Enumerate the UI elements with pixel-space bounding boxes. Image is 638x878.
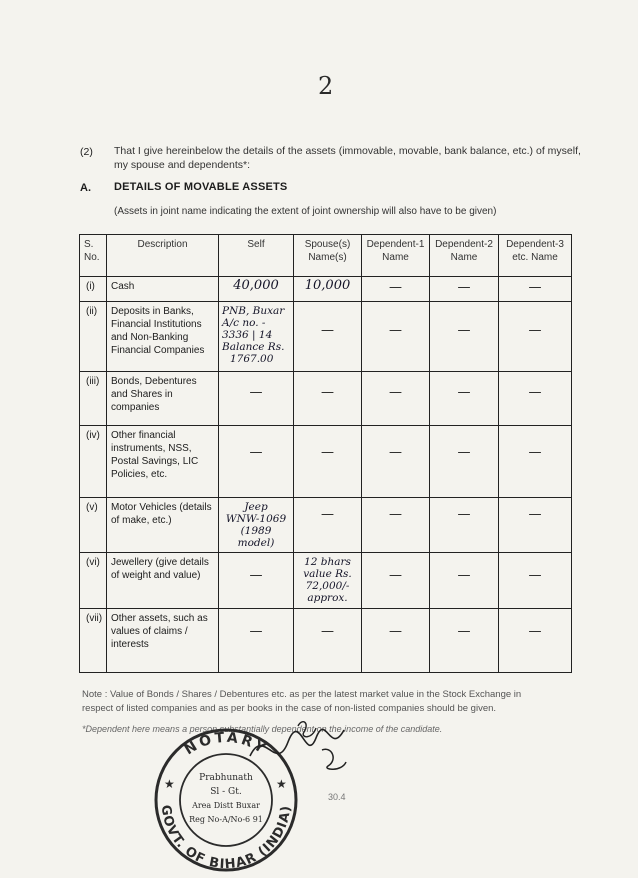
dash-mark: — bbox=[249, 385, 263, 400]
dash-mark: — bbox=[457, 624, 471, 639]
row-self bbox=[219, 498, 294, 553]
row-dependent-2 bbox=[430, 553, 499, 609]
dash-mark: — bbox=[528, 323, 542, 338]
table-header-row bbox=[80, 235, 572, 277]
handwriting-line: approx. bbox=[307, 592, 348, 604]
handwriting-line: value Rs. bbox=[303, 568, 352, 580]
dash-mark: — bbox=[389, 445, 402, 460]
row-description: Deposits in Banks, Financial Institutions and Non-Banking Financial Companies bbox=[107, 302, 219, 372]
handwriting-line: 12 bhars bbox=[304, 556, 351, 568]
handwriting-line: PNB, Buxar bbox=[222, 305, 285, 317]
header-description: Description bbox=[107, 235, 219, 277]
notary-signature bbox=[246, 716, 356, 791]
row-self bbox=[219, 372, 294, 426]
dash-mark: — bbox=[321, 385, 334, 400]
dash-mark: — bbox=[321, 445, 334, 460]
table-row bbox=[80, 426, 572, 498]
row-dependent-3 bbox=[499, 277, 572, 302]
dash-mark: — bbox=[249, 445, 263, 460]
row-sno: (ii) bbox=[80, 302, 107, 372]
row-dependent-1 bbox=[362, 553, 430, 609]
dash-mark: — bbox=[389, 323, 402, 338]
row-dependent-1 bbox=[362, 426, 430, 498]
row-dependent-1 bbox=[362, 372, 430, 426]
dash-mark: — bbox=[528, 507, 542, 522]
movable-assets-table bbox=[79, 234, 572, 673]
handwriting-line: 10,000 bbox=[304, 278, 351, 293]
row-dependent-3 bbox=[499, 426, 572, 498]
row-spouse bbox=[294, 553, 362, 609]
row-description: Cash bbox=[107, 277, 219, 302]
header-dependent-3: Dependent-3 etc. Name bbox=[499, 235, 572, 277]
header-sno: S. No. bbox=[80, 235, 107, 277]
header-dependent-2: Dependent-2 Name bbox=[430, 235, 499, 277]
handwriting-line: 40,000 bbox=[233, 278, 279, 293]
row-dependent-1 bbox=[362, 277, 430, 302]
row-spouse bbox=[294, 498, 362, 553]
section-note: (Assets in joint name indicating the extent of joint ownership will also have to be given) bbox=[114, 206, 497, 217]
stamp-line: Area Distt Buxar bbox=[192, 801, 260, 810]
row-dependent-3 bbox=[499, 609, 572, 673]
handwriting-line: WNW-1069 bbox=[225, 513, 287, 525]
row-sno: (vi) bbox=[80, 553, 107, 609]
table-row bbox=[80, 302, 572, 372]
dash-mark: — bbox=[528, 280, 542, 295]
row-description: Other assets, such as values of claims / interests bbox=[107, 609, 219, 673]
footnote-text: Value of Bonds / Shares / Debentures etc. as per the latest market value in the Stock Exchange in respect of listed companies and as per books in the case of non-listed companies should be given. bbox=[82, 689, 522, 714]
table-row bbox=[80, 498, 572, 553]
table-row bbox=[80, 553, 572, 609]
stamp-line: Reg No-A/No-6 91 bbox=[189, 815, 263, 824]
row-dependent-3 bbox=[499, 372, 572, 426]
stamp-star-icon: ★ bbox=[276, 777, 287, 791]
dash-mark: — bbox=[321, 323, 334, 338]
dash-mark: — bbox=[457, 323, 471, 338]
dependent-footnote: *Dependent here means a person substantially dependent on the income of the candidate. bbox=[82, 724, 443, 734]
row-sno: (vii) bbox=[80, 609, 107, 673]
table-row bbox=[80, 372, 572, 426]
row-self bbox=[219, 302, 294, 372]
dash-mark: — bbox=[528, 568, 542, 583]
row-dependent-2 bbox=[430, 372, 499, 426]
dash-mark: — bbox=[457, 568, 471, 583]
row-sno: (i) bbox=[80, 277, 107, 302]
page-number: 2 bbox=[318, 72, 334, 100]
dash-mark: — bbox=[249, 568, 263, 583]
row-dependent-1 bbox=[362, 498, 430, 553]
stamp-line: Prabhunath bbox=[199, 773, 253, 783]
row-dependent-3 bbox=[499, 302, 572, 372]
paragraph-number: (2) bbox=[80, 146, 93, 158]
handwriting-line: A/c no. - bbox=[222, 317, 266, 329]
header-spouse: Spouse(s) Name(s) bbox=[294, 235, 362, 277]
section-title: DETAILS OF MOVABLE ASSETS bbox=[114, 181, 288, 193]
row-dependent-1 bbox=[362, 302, 430, 372]
signature-icon bbox=[246, 716, 356, 786]
row-dependent-2 bbox=[430, 426, 499, 498]
row-spouse bbox=[294, 372, 362, 426]
stamp-top-text: NOTARY bbox=[181, 729, 271, 759]
dash-mark: — bbox=[249, 624, 263, 639]
row-dependent-2 bbox=[430, 302, 499, 372]
row-self bbox=[219, 426, 294, 498]
footnote bbox=[82, 688, 552, 716]
row-description: Bonds, Debentures and Shares in companies bbox=[107, 372, 219, 426]
row-sno: (iv) bbox=[80, 426, 107, 498]
date-mark: 30.4 bbox=[328, 792, 346, 802]
footnote-label: Note : bbox=[82, 689, 108, 700]
dash-mark: — bbox=[389, 280, 402, 295]
row-sno: (v) bbox=[80, 498, 107, 553]
row-self bbox=[219, 609, 294, 673]
stamp-line: Sl - Gt. bbox=[210, 787, 242, 797]
row-dependent-2 bbox=[430, 277, 499, 302]
dash-mark: — bbox=[457, 280, 471, 295]
row-self bbox=[219, 553, 294, 609]
dash-mark: — bbox=[528, 624, 542, 639]
handwriting-line: 1767.00 bbox=[230, 353, 274, 365]
handwriting-line: Balance Rs. bbox=[222, 341, 285, 353]
row-description: Other financial instruments, NSS, Postal Savings, LIC Policies, etc. bbox=[107, 426, 219, 498]
row-self bbox=[219, 277, 294, 302]
row-spouse bbox=[294, 302, 362, 372]
row-description: Motor Vehicles (details of make, etc.) bbox=[107, 498, 219, 553]
dash-mark: — bbox=[389, 568, 402, 583]
row-dependent-1 bbox=[362, 609, 430, 673]
paragraph-text: That I give hereinbelow the details of the assets (immovable, movable, bank balance, etc.) of myself, my spouse and dependents*: bbox=[114, 145, 581, 171]
table-row bbox=[80, 609, 572, 673]
dash-mark: — bbox=[389, 385, 402, 400]
header-self: Self bbox=[219, 235, 294, 277]
table-row bbox=[80, 277, 572, 302]
row-dependent-2 bbox=[430, 609, 499, 673]
row-spouse bbox=[294, 426, 362, 498]
row-spouse bbox=[294, 609, 362, 673]
handwriting-line: Jeep bbox=[244, 501, 268, 513]
section-letter: A. bbox=[80, 182, 91, 194]
header-dependent-1: Dependent-1 Name bbox=[362, 235, 430, 277]
dash-mark: — bbox=[389, 624, 402, 639]
dash-mark: — bbox=[321, 624, 334, 639]
row-dependent-2 bbox=[430, 498, 499, 553]
handwriting-line: 3336 | 14 bbox=[222, 329, 273, 341]
handwriting-line: (1989 model) bbox=[237, 525, 275, 549]
dash-mark: — bbox=[457, 445, 471, 460]
dash-mark: — bbox=[321, 507, 334, 522]
stamp-star-icon: ★ bbox=[164, 777, 175, 791]
dash-mark: — bbox=[528, 385, 542, 400]
dash-mark: — bbox=[457, 385, 471, 400]
row-dependent-3 bbox=[499, 553, 572, 609]
stamp-bottom-text: GOVT. OF BIHAR (INDIA) bbox=[157, 804, 295, 872]
row-description: Jewellery (give details of weight and value) bbox=[107, 553, 219, 609]
dash-mark: — bbox=[389, 507, 402, 522]
row-spouse bbox=[294, 277, 362, 302]
handwriting-line: 72,000/- bbox=[305, 580, 350, 592]
dash-mark: — bbox=[528, 445, 542, 460]
row-sno: (iii) bbox=[80, 372, 107, 426]
dash-mark: — bbox=[457, 507, 471, 522]
row-dependent-3 bbox=[499, 498, 572, 553]
